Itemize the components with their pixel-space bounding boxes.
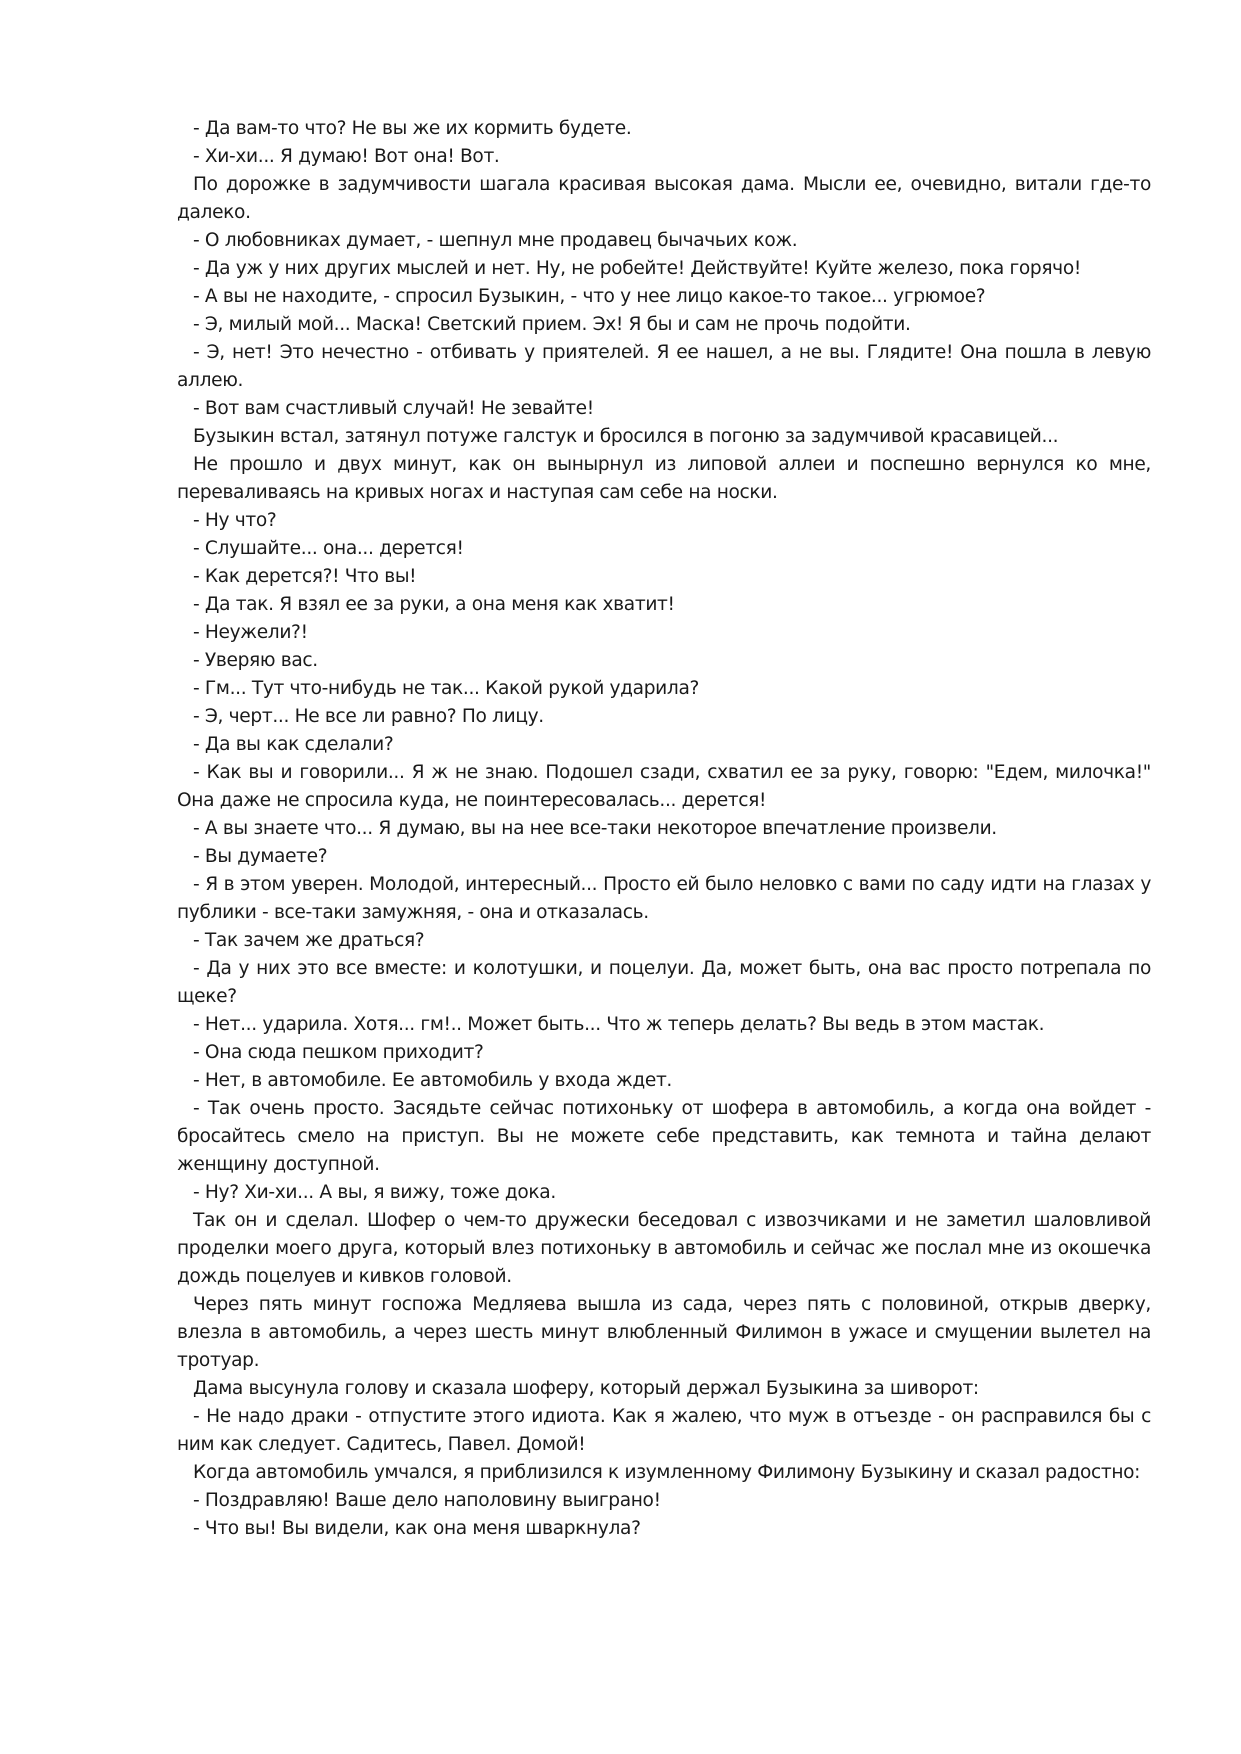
paragraph: - Поздравляю! Ваше дело наполовину выиграно!: [193, 1490, 661, 1511]
page-body: [177, 115, 1151, 1543]
paragraph: - Э, нет! Это нечестно - отбивать у приятелей. Я ее нашел, а не вы. Глядите! Она пошла в левую аллею.: [177, 342, 1151, 391]
paragraph: - Вы думаете?: [193, 846, 328, 867]
paragraph: - Да вам-то что? Не вы же их кормить будете.: [193, 118, 632, 139]
paragraph: - Так зачем же драться?: [193, 930, 425, 951]
paragraph: - Да у них это все вместе: и колотушки, и поцелуи. Да, может быть, она вас просто потрепала по щеке?: [177, 958, 1151, 1007]
paragraph: - Вот вам счастливый случай! Не зевайте!: [193, 398, 594, 419]
paragraph: - Э, черт... Не все ли равно? По лицу.: [193, 706, 544, 727]
paragraph: - Так очень просто. Засядьте сейчас потихоньку от шофера в автомобиль, а когда она войдет - бросайтесь смело на приступ. Вы не можете себе представить, как темнота и тайна делают женщину доступной.: [177, 1098, 1151, 1175]
paragraph: - А вы знаете что... Я думаю, вы на нее все-таки некоторое впечатление произвели.: [193, 818, 997, 839]
paragraph: - Нет... ударила. Хотя... гм!.. Может быть... Что ж теперь делать? Вы ведь в этом мастак.: [193, 1014, 1045, 1035]
paragraph: Когда автомобиль умчался, я приблизился к изумленному Филимону Бузыкину и сказал радостно:: [193, 1462, 1141, 1483]
paragraph: - Да так. Я взял ее за руки, а она меня как хватит!: [193, 594, 675, 615]
paragraph: - Ну? Хи-хи... А вы, я вижу, тоже дока.: [193, 1182, 556, 1203]
paragraph: - Неужели?!: [193, 622, 308, 643]
paragraph: - Как дерется?! Что вы!: [193, 566, 417, 587]
paragraph: - Она сюда пешком приходит?: [193, 1042, 484, 1063]
paragraph: Бузыкин встал, затянул потуже галстук и бросился в погоню за задумчивой красавицей...: [193, 426, 1059, 447]
paragraph: - Уверяю вас.: [193, 650, 318, 671]
paragraph: - Не надо драки - отпустите этого идиота. Как я жалею, что муж в отъезде - он расправился бы с ним как следует. Садитесь, Павел. Домой!: [177, 1406, 1151, 1455]
paragraph: По дорожке в задумчивости шагала красивая высокая дама. Мысли ее, очевидно, витали где-то далеко.: [177, 174, 1151, 223]
paragraph: Так он и сделал. Шофер о чем-то дружески беседовал с извозчиками и не заметил шаловливой проделки моего друга, который влез потихоньку в автомобиль и сейчас же послал мне из окошечка дождь поцелуев и кивков головой.: [177, 1210, 1151, 1287]
paragraph: - Я в этом уверен. Молодой, интересный... Просто ей было неловко с вами по саду идти на глазах у публики - все-таки замужняя, - она и отказалась.: [177, 874, 1151, 923]
paragraph: - О любовниках думает, - шепнул мне продавец бычачьих кож.: [193, 230, 798, 251]
paragraph: - А вы не находите, - спросил Бузыкин, - что у нее лицо какое-то такое... угрюмое?: [193, 286, 986, 307]
paragraph: - Гм... Тут что-нибудь не так... Какой рукой ударила?: [193, 678, 700, 699]
paragraph: - Да вы как сделали?: [193, 734, 394, 755]
paragraph: - Хи-хи... Я думаю! Вот она! Вот.: [193, 146, 500, 167]
paragraph: Не прошло и двух минут, как он вынырнул из липовой аллеи и поспешно вернулся ко мне, переваливаясь на кривых ногах и наступая сам себе на носки.: [177, 454, 1151, 503]
paragraph: - Слушайте... она... дерется!: [193, 538, 464, 559]
paragraph: - Нет, в автомобиле. Ее автомобиль у входа ждет.: [193, 1070, 672, 1091]
paragraph: Через пять минут госпожа Медляева вышла из сада, через пять с половиной, открыв дверку, влезла в автомобиль, а через шесть минут влюбленный Филимон в ужасе и смущении вылетел на тротуар.: [177, 1294, 1151, 1371]
paragraph: - Да уж у них других мыслей и нет. Ну, не робейте! Действуйте! Куйте железо, пока горячо!: [193, 258, 1081, 279]
paragraph: - Ну что?: [193, 510, 277, 531]
paragraph: Дама высунула голову и сказала шоферу, который держал Бузыкина за шиворот:: [193, 1378, 979, 1399]
paragraph: - Э, милый мой... Маска! Светский прием. Эх! Я бы и сам не прочь подойти.: [193, 314, 911, 335]
paragraph: - Как вы и говорили... Я ж не знаю. Подошел сзади, схватил ее за руку, говорю: "Едем, милочка!" Она даже не спросила куда, не поинтересовалась... дерется!: [177, 762, 1151, 811]
paragraph: - Что вы! Вы видели, как она меня шваркнула?: [193, 1518, 641, 1539]
